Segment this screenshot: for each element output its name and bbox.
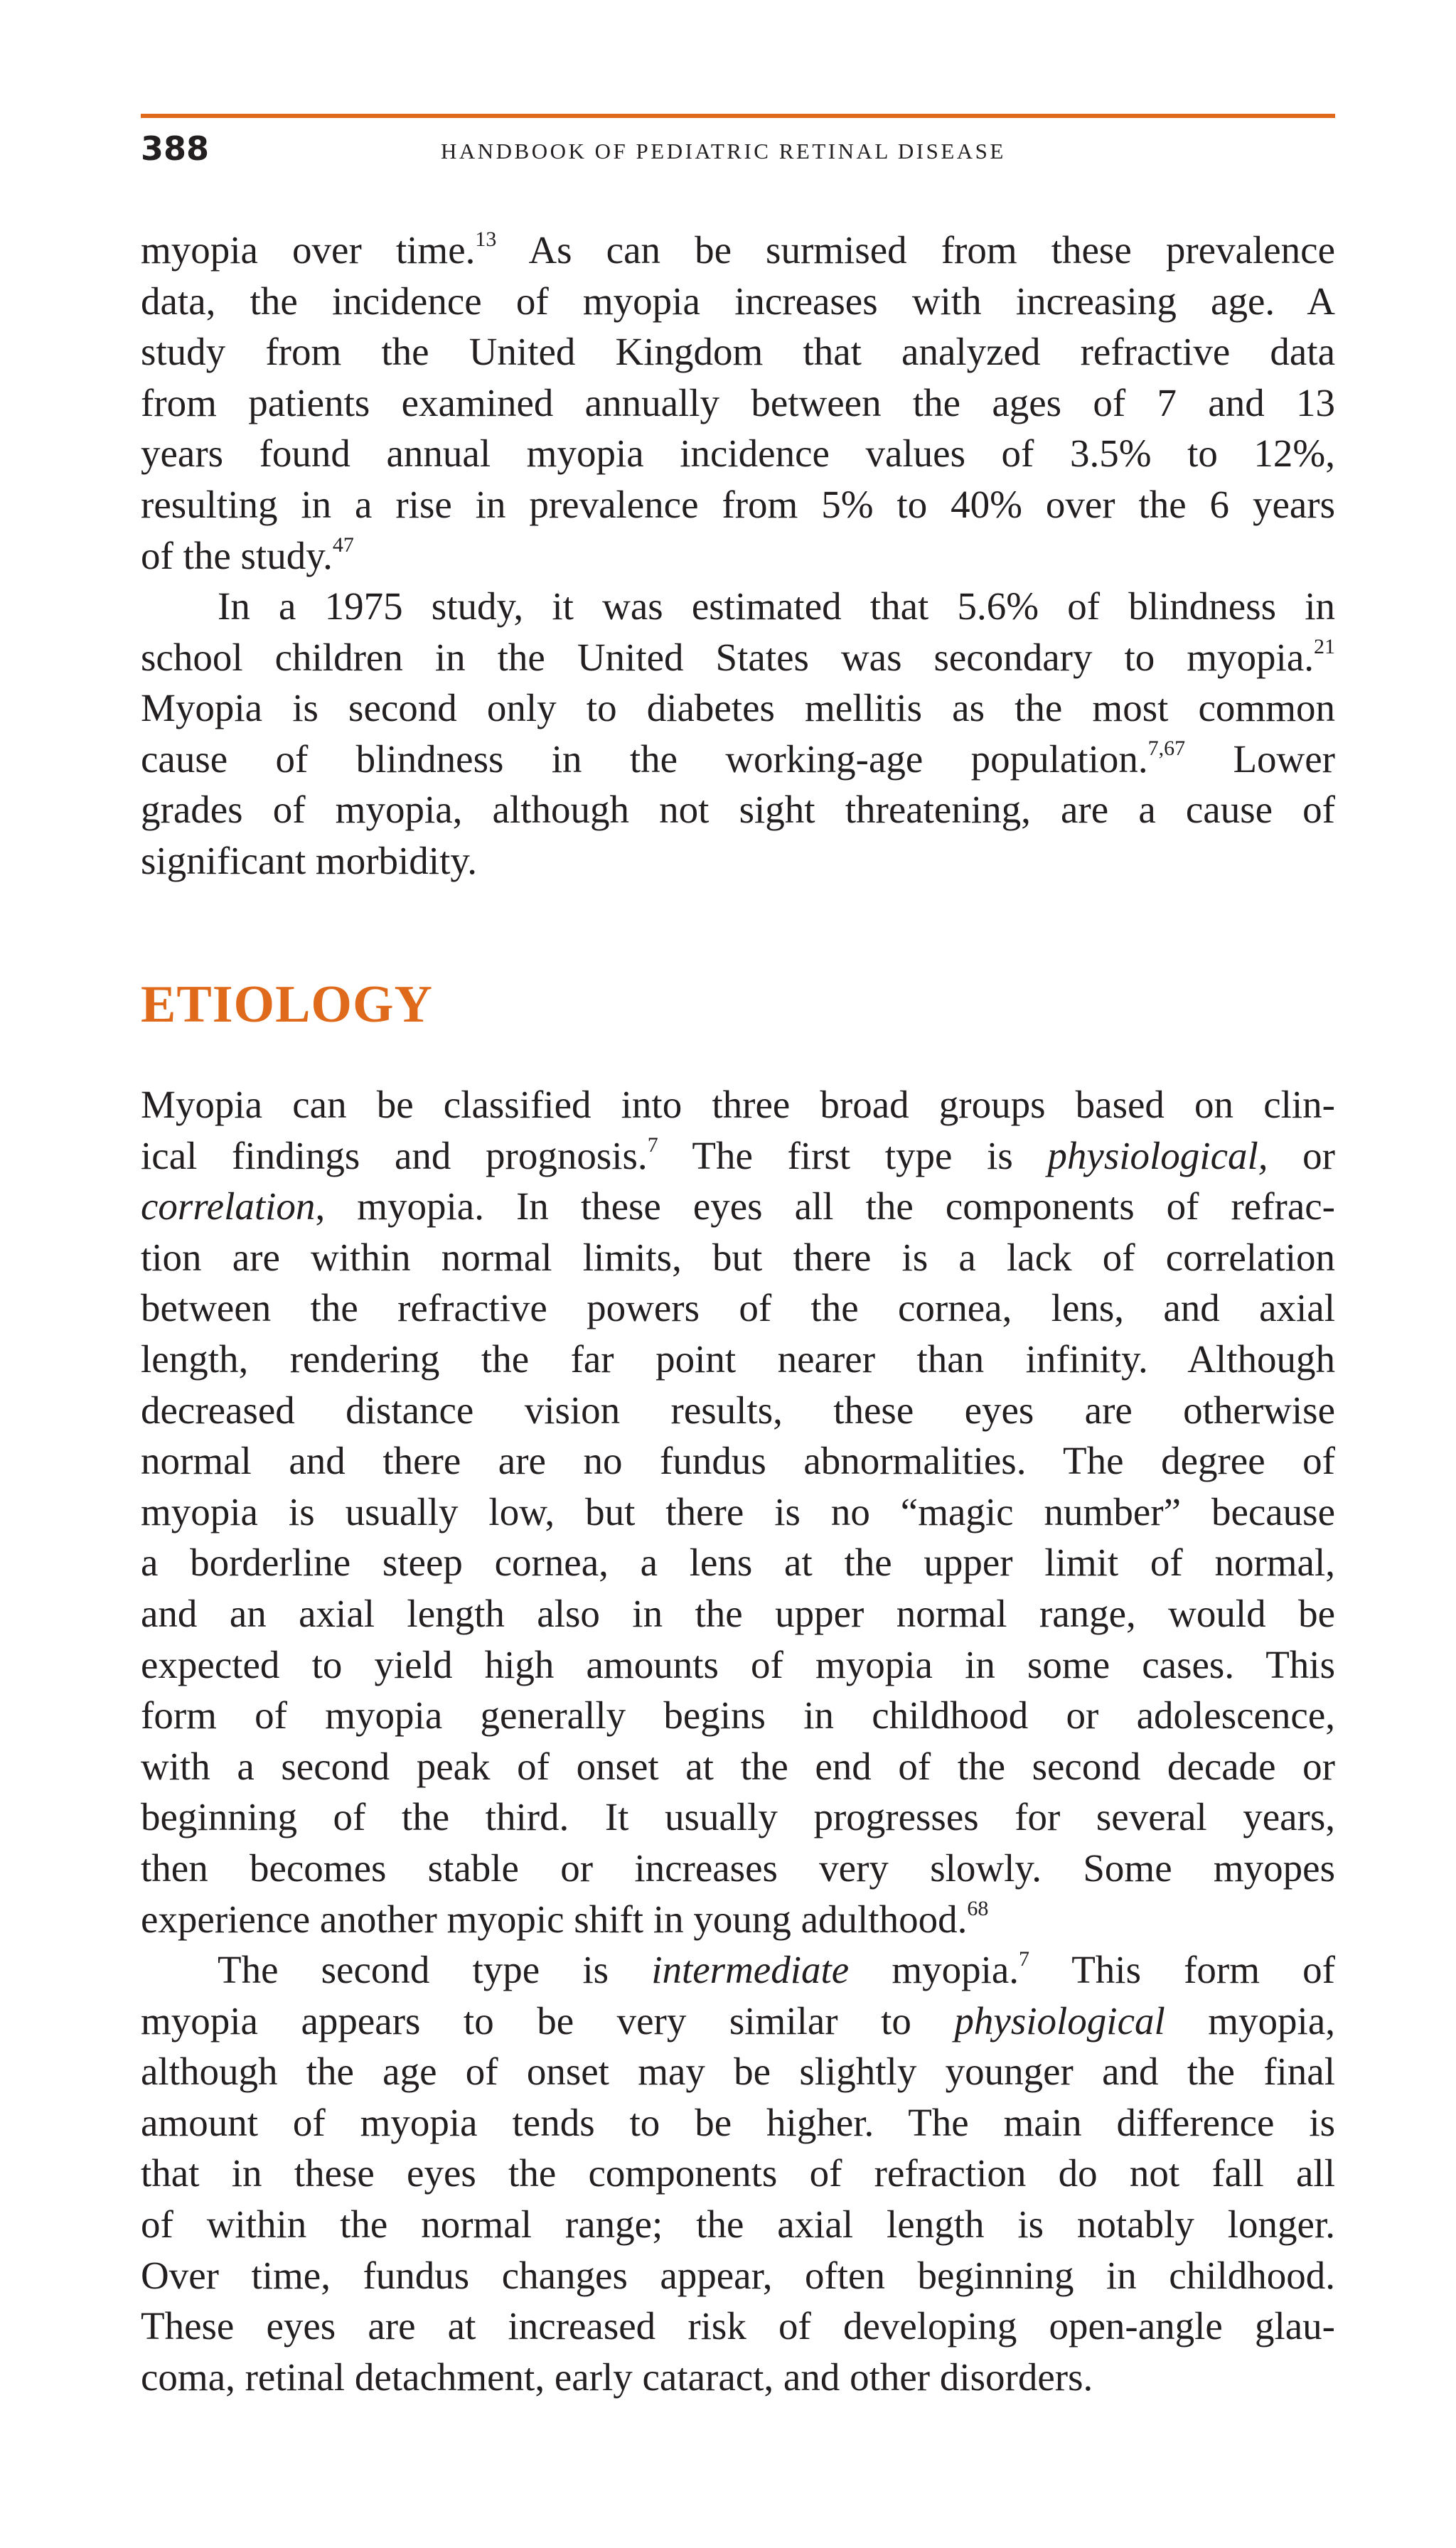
text-line: although the age of onset may be slightly younger and the final bbox=[141, 2050, 1335, 2094]
running-head: HANDBOOK OF PEDIATRIC RETINAL DISEASE bbox=[441, 139, 1006, 164]
text-line: years found annual myopia incidence values of 3.5% to 12%, bbox=[141, 432, 1335, 476]
text-line: ical findings and prognosis.$^7$ The first type is physiological, or bbox=[141, 1133, 1335, 1177]
citation: 21 bbox=[1314, 634, 1335, 658]
text-line: school children in the United States was secondary to myopia.$^{21}$ bbox=[141, 634, 1335, 679]
text-line: that in these eyes the components of refraction do not fall all bbox=[141, 2151, 1335, 2195]
text-line: decreased distance vision results, these eyes are otherwise bbox=[141, 1388, 1335, 1432]
text-line: resulting in a rise in prevalence from 5% to 40% over the 6 years bbox=[141, 482, 1335, 526]
page-number: 388 bbox=[141, 129, 210, 168]
paragraph-intermediate bbox=[141, 1944, 1335, 2402]
text-line: The second type is intermediate myopia.$^7$ This form of bbox=[218, 1947, 1335, 1991]
text-line: Myopia can be classified into three broad groups based on clin- bbox=[141, 1083, 1335, 1126]
paragraph-blindness bbox=[141, 581, 1335, 887]
text-line: cause of blindness in the working-age population.$^{7,67}$ Lower bbox=[141, 736, 1335, 781]
text-line: myopia over time.$^{13}$ As can be surmised from these prevalence bbox=[141, 228, 1335, 272]
text-line: normal and there are no fundus abnormalities. The degree of bbox=[141, 1439, 1335, 1483]
citation: 7 bbox=[647, 1133, 658, 1157]
text-line: expected to yield high amounts of myopia in some cases. This bbox=[141, 1642, 1335, 1686]
paragraph-continuation bbox=[141, 225, 1335, 581]
text-line: of the study.$^{47}$ bbox=[141, 532, 354, 577]
citation: 68 bbox=[967, 1896, 989, 1920]
text-line: Myopia is second only to diabetes mellitis as the most common bbox=[141, 686, 1335, 730]
text-line: Over time, fundus changes appear, often beginning in childhood. bbox=[141, 2253, 1335, 2297]
text-line: between the refractive powers of the cornea, lens, and axial bbox=[141, 1286, 1335, 1330]
header-rule bbox=[141, 114, 1335, 118]
text-line: In a 1975 study, it was estimated that 5.6% of blindness in bbox=[218, 584, 1335, 628]
text-line: grades of myopia, although not sight threatening, are a cause of bbox=[141, 788, 1335, 832]
citation: 7 bbox=[1019, 1947, 1030, 1971]
text-line: amount of myopia tends to be higher. The main difference is bbox=[141, 2100, 1335, 2144]
citation: 47 bbox=[332, 532, 354, 557]
paragraph-classification bbox=[141, 1079, 1335, 1944]
text-line: with a second peak of onset at the end of the second decade or bbox=[141, 1744, 1335, 1788]
text-line: significant morbidity. bbox=[141, 838, 478, 882]
text-line: and an axial length also in the upper normal range, would be bbox=[141, 1591, 1335, 1635]
text-line: study from the United Kingdom that analyzed refractive data bbox=[141, 330, 1335, 374]
text-line: from patients examined annually between the ages of 7 and 13 bbox=[141, 380, 1335, 424]
text-line: of within the normal range; the axial length is notably longer. bbox=[141, 2202, 1335, 2246]
text-line: correlation, myopia. In these eyes all the components of refrac- bbox=[141, 1184, 1335, 1228]
text-line: myopia is usually low, but there is no “magic number” because bbox=[141, 1489, 1335, 1533]
text-line: then becomes stable or increases very slowly. Some myopes bbox=[141, 1846, 1335, 1890]
text-line: a borderline steep cornea, a lens at the upper limit of normal, bbox=[141, 1541, 1335, 1585]
citation: 7,67 bbox=[1147, 736, 1186, 760]
text-line: experience another myopic shift in young adulthood.$^{68}$ bbox=[141, 1896, 989, 1941]
text-line: These eyes are at increased risk of developing open-angle glau- bbox=[141, 2304, 1335, 2348]
text-line: myopia appears to be very similar to physiological myopia, bbox=[141, 1998, 1335, 2043]
text-line: tion are within normal limits, but there is a lack of correlation bbox=[141, 1235, 1335, 1279]
text-line: data, the incidence of myopia increases with increasing age. A bbox=[141, 279, 1335, 323]
text-line: form of myopia generally begins in childhood or adolescence, bbox=[141, 1693, 1335, 1738]
section-heading: ETIOLOGY bbox=[141, 975, 433, 1034]
text-line: length, rendering the far point nearer than infinity. Although bbox=[141, 1337, 1335, 1381]
text-line: coma, retinal detachment, early cataract, and other disorders. bbox=[141, 2355, 1093, 2399]
citation: 13 bbox=[475, 228, 497, 251]
text-line: beginning of the third. It usually progresses for several years, bbox=[141, 1795, 1335, 1839]
